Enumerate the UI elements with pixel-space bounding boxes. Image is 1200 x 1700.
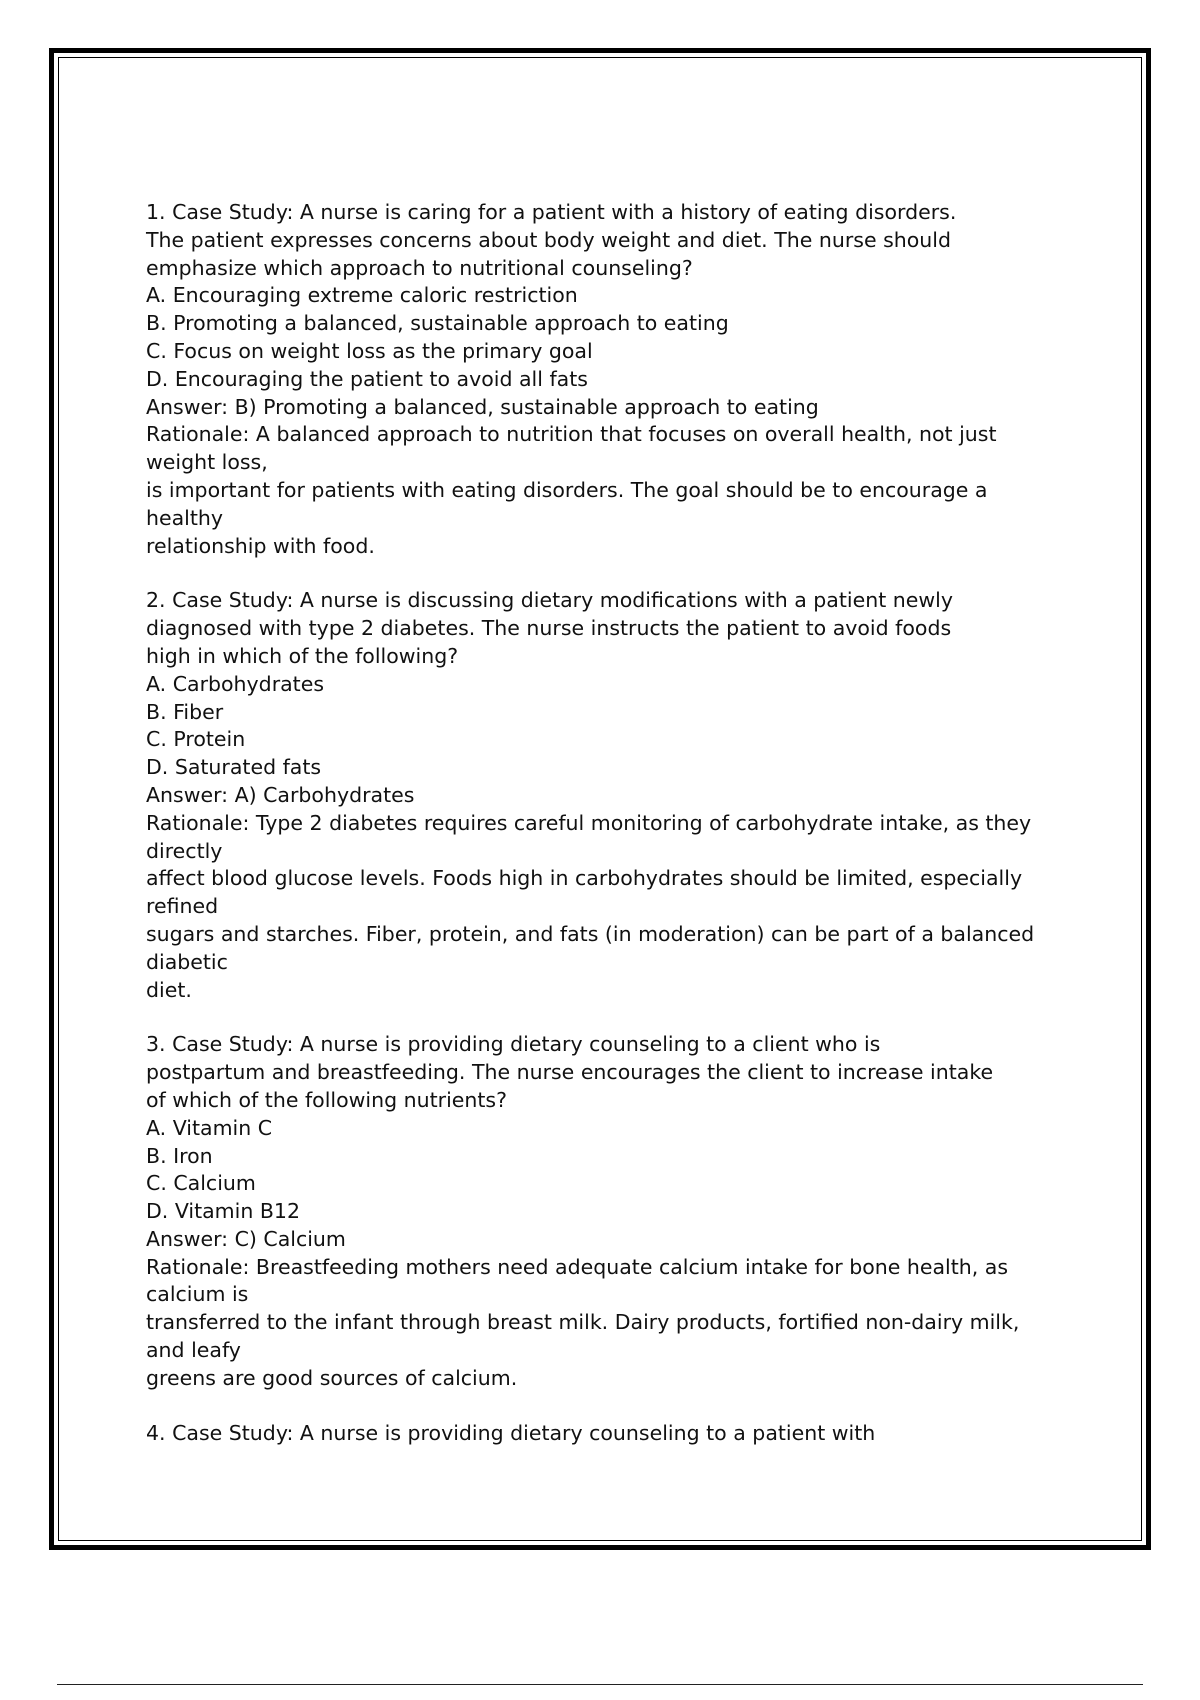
- question-3-rationale-line-4: and leafy: [146, 1338, 241, 1363]
- question-2-rationale-line-2: directly: [146, 838, 223, 863]
- question-2-answer: Answer: A) Carbohydrates: [146, 782, 415, 807]
- question-1-option-b: B. Promoting a balanced, sustainable approach to eating: [146, 311, 729, 336]
- question-3-rationale-line-2: calcium is: [146, 1282, 249, 1307]
- question-2-rationale-line-4: refined: [146, 894, 219, 919]
- question-1-option-a: A. Encouraging extreme caloric restriction: [146, 283, 578, 308]
- question-2-prompt-line-3: high in which of the following?: [146, 643, 459, 668]
- question-1-rationale-line-5: relationship with food.: [146, 533, 375, 558]
- question-1: [146, 199, 1086, 560]
- question-3-rationale-line-1: Rationale: Breastfeeding mothers need adequate calcium intake for bone health, as: [146, 1254, 1009, 1279]
- question-1-option-c: C. Focus on weight loss as the primary goal: [146, 338, 593, 363]
- footer-rule: [57, 1684, 1143, 1685]
- question-4: [146, 1420, 1086, 1448]
- question-2-option-b: B. Fiber: [146, 699, 224, 724]
- question-2-rationale-line-3: affect blood glucose levels. Foods high in carbohydrates should be limited, especially: [146, 866, 1023, 891]
- question-3-option-c: C. Calcium: [146, 1171, 256, 1196]
- question-4-prompt-line-1: 4. Case Study: A nurse is providing dietary counseling to a patient with: [146, 1420, 876, 1445]
- question-1-rationale-line-2: weight loss,: [146, 450, 268, 475]
- question-3-prompt-line-3: of which of the following nutrients?: [146, 1087, 507, 1112]
- question-2-prompt-line-1: 2. Case Study: A nurse is discussing dietary modifications with a patient newly: [146, 588, 953, 613]
- question-2-rationale-line-6: diabetic: [146, 949, 228, 974]
- question-2-rationale-line-7: diet.: [146, 977, 192, 1002]
- question-2-option-d: D. Saturated fats: [146, 755, 322, 780]
- question-3: [146, 1031, 1086, 1392]
- question-3-prompt-line-1: 3. Case Study: A nurse is providing dietary counseling to a client who is: [146, 1032, 881, 1057]
- question-3-answer: Answer: C) Calcium: [146, 1226, 346, 1251]
- question-2-option-a: A. Carbohydrates: [146, 671, 325, 696]
- question-1-prompt-line-1: 1. Case Study: A nurse is caring for a patient with a history of eating disorders.: [146, 200, 957, 224]
- question-1-rationale-line-4: healthy: [146, 505, 224, 530]
- question-1-prompt-line-3: emphasize which approach to nutritional counseling?: [146, 255, 693, 280]
- question-3-prompt-line-2: postpartum and breastfeeding. The nurse encourages the client to increase intake: [146, 1060, 994, 1085]
- question-2-option-c: C. Protein: [146, 727, 246, 752]
- question-2-prompt-line-2: diagnosed with type 2 diabetes. The nurse instructs the patient to avoid foods: [146, 616, 952, 641]
- question-1-answer: Answer: B) Promoting a balanced, sustainable approach to eating: [146, 394, 819, 419]
- question-2: [146, 587, 1086, 1004]
- question-1-option-d: D. Encouraging the patient to avoid all fats: [146, 366, 588, 391]
- question-2-rationale-line-1: Rationale: Type 2 diabetes requires careful monitoring of carbohydrate intake, as they: [146, 810, 1032, 835]
- question-3-option-a: A. Vitamin C: [146, 1115, 273, 1140]
- question-2-rationale-line-5: sugars and starches. Fiber, protein, and fats (in moderation) can be part of a balanced: [146, 921, 1035, 946]
- question-1-rationale-line-1: Rationale: A balanced approach to nutrition that focuses on overall health, not just: [146, 422, 997, 447]
- question-1-rationale-line-3: is important for patients with eating disorders. The goal should be to encourage a: [146, 477, 988, 502]
- question-3-option-b: B. Iron: [146, 1143, 213, 1168]
- question-3-rationale-line-3: transferred to the infant through breast milk. Dairy products, fortified non-dairy milk,: [146, 1310, 1020, 1335]
- question-1-prompt-line-2: The patient expresses concerns about body weight and diet. The nurse should: [146, 227, 951, 252]
- question-3-rationale-line-5: greens are good sources of calcium.: [146, 1365, 518, 1390]
- document-content: [146, 199, 1086, 1474]
- question-3-option-d: D. Vitamin B12: [146, 1199, 301, 1224]
